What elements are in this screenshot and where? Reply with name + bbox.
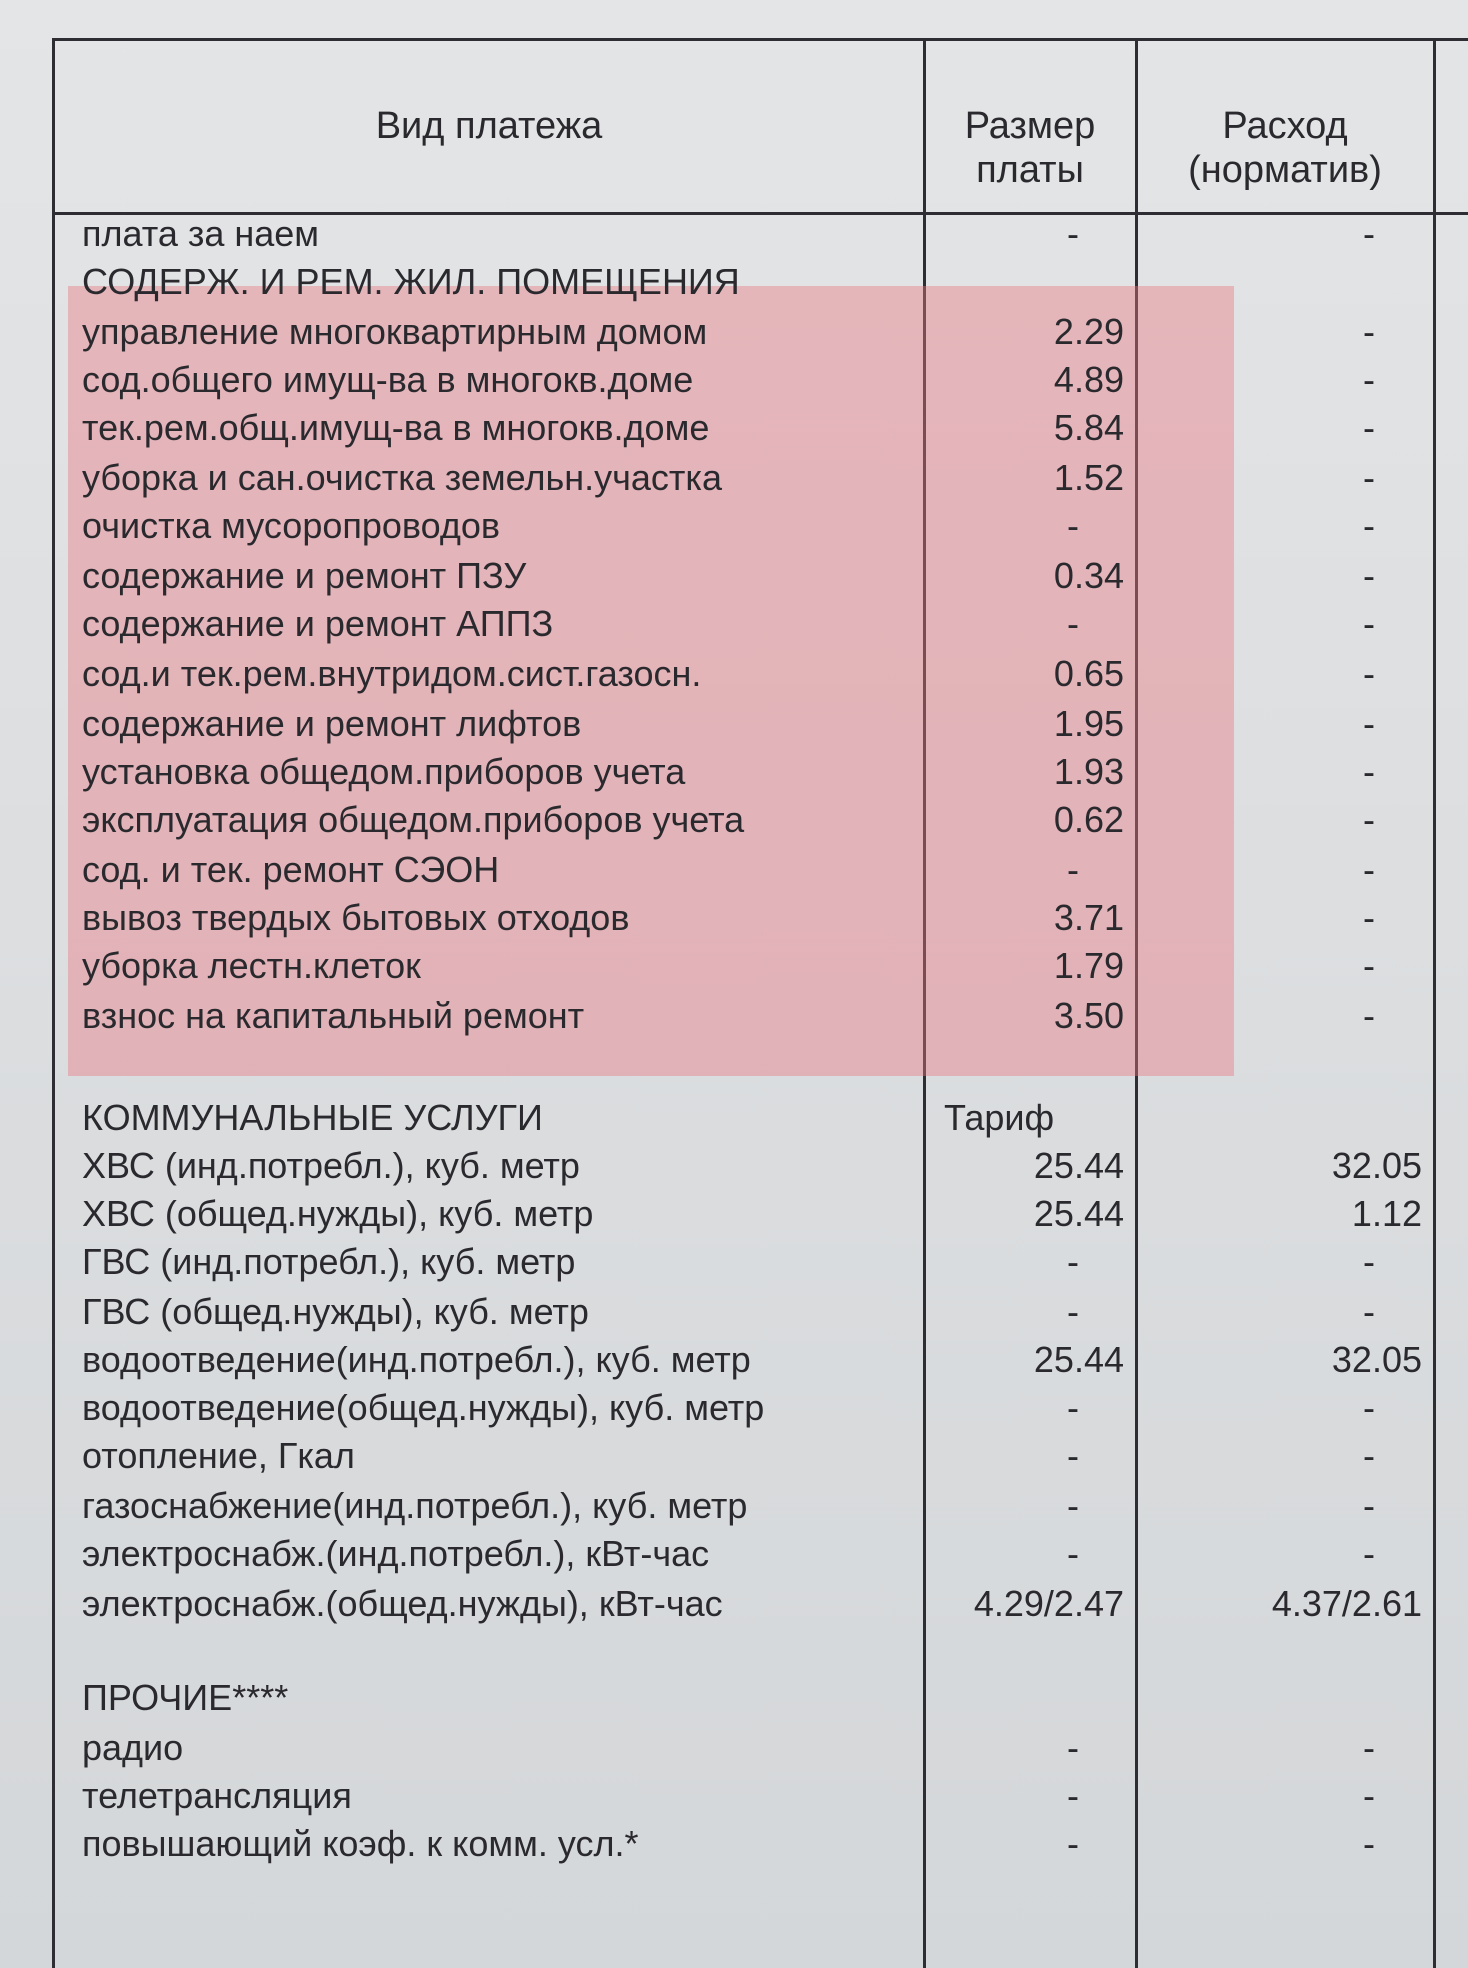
table-row xyxy=(0,650,1468,698)
consumption-cell: 32.05 xyxy=(1331,1145,1422,1186)
table-row xyxy=(0,356,1468,404)
consumption-cell: - xyxy=(1363,1823,1375,1864)
table-row xyxy=(0,210,1468,258)
column-header-payment-type: Вид платежа xyxy=(375,105,603,147)
table-row xyxy=(0,1336,1468,1384)
consumption-cell: - xyxy=(1363,1727,1375,1768)
table-row xyxy=(0,1674,1468,1722)
row-label: ГВС (общед.нужды), куб. метр xyxy=(82,1291,589,1332)
amount-cell: 25.44 xyxy=(1033,1193,1124,1234)
amount-cell: 3.71 xyxy=(1053,897,1124,938)
consumption-cell: - xyxy=(1363,995,1375,1036)
table-row xyxy=(0,1580,1468,1628)
row-label: очистка мусоропроводов xyxy=(82,505,501,546)
row-label: ГВС (инд.потребл.), куб. метр xyxy=(82,1241,576,1282)
table-row xyxy=(0,1530,1468,1578)
table-row xyxy=(0,992,1468,1040)
amount-cell: - xyxy=(1067,1435,1079,1476)
table-row xyxy=(0,894,1468,942)
consumption-cell: - xyxy=(1363,1435,1375,1476)
consumption-cell: - xyxy=(1363,603,1375,644)
row-label: водоотведение(инд.потребл.), куб. метр xyxy=(82,1339,751,1380)
consumption-cell: - xyxy=(1363,1485,1375,1526)
table-row xyxy=(0,1288,1468,1336)
amount-cell: 25.44 xyxy=(1033,1339,1124,1380)
amount-cell: 4.29/2.47 xyxy=(973,1583,1124,1624)
row-label: ХВС (общед.нужды), куб. метр xyxy=(82,1193,594,1234)
row-label: ХВС (инд.потребл.), куб. метр xyxy=(82,1145,580,1186)
bill-sheet: Вид платежа Размер платы Расход (норматив) плата за наем - - СОДЕРЖ. И РЕМ. ЖИЛ. ПОМЕЩЕНИЯ управление многоквартирным домом 2.29 - сод.общего имущ-ва в многокв.доме 4.89 - тек.рем.общ.имущ-ва в многокв.доме 5.84 - уборка и сан.очистка земельн.участка 1.52 - очистка мусоропроводов - - содержание и ремонт ПЗУ 0.34 - содержание и ремонт АППЗ - - сод.и тек.рем.внутридом.сист.газосн. 0.65 - содержание и ремонт лифтов 1.95 - установка общедом.приборов учета 1.93 - эксплуатация общедом.приборов учета 0.62 - сод. и тек. ремонт СЭОН - - вывоз твердых бытовых отходов 3.71 - уборка лестн.клеток 1.79 - взнос на капитальный ремонт 3.50 - КОММУНАЛЬНЫЕ УСЛУГИ Тариф ХВС (инд.потребл.), куб. метр 25.44 32.05 ХВС (общед.нужды), куб. метр 25.44 1.12 ГВС (инд.потребл.), куб. метр - - ГВС (общед.нужды), куб. метр - - водоотведение(инд.потребл.), куб. метр 25.44 32.05 водоотведение(общед.нужды), куб. метр - - отопление, Гкал - - газоснабжение(инд.потребл.), куб. метр - - электроснабж.(инд.потребл.), кВт-час - - электроснабж.(общед.нужды), кВт-час 4.29/2.47 4.37/2.61 ПРОЧИЕ**** радио - - телетрансляция - - повышающий коэф. к комм. усл.* - - xyxy=(0,0,1468,1968)
consumption-cell: - xyxy=(1363,457,1375,498)
row-label: сод.и тек.рем.внутридом.сист.газосн. xyxy=(82,653,702,694)
row-label: водоотведение(общед.нужды), куб. метр xyxy=(82,1387,765,1428)
consumption-cell: - xyxy=(1363,555,1375,596)
amount-cell: 2.29 xyxy=(1053,311,1124,352)
table-row xyxy=(0,258,1468,306)
amount-cell: - xyxy=(1067,1775,1079,1816)
row-label: взнос на капитальный ремонт xyxy=(82,995,585,1036)
tariff-label: Тариф xyxy=(944,1097,1055,1138)
consumption-cell: - xyxy=(1363,799,1375,840)
amount-cell: - xyxy=(1067,1387,1079,1428)
row-label: СОДЕРЖ. И РЕМ. ЖИЛ. ПОМЕЩЕНИЯ xyxy=(82,261,740,302)
amount-cell: 0.62 xyxy=(1053,799,1124,840)
table-row xyxy=(0,748,1468,796)
consumption-cell: - xyxy=(1363,1775,1375,1816)
table-row xyxy=(0,1384,1468,1432)
row-label: эксплуатация общедом.приборов учета xyxy=(82,799,745,840)
row-label: установка общедом.приборов учета xyxy=(82,751,686,792)
table-row xyxy=(0,404,1468,452)
consumption-cell: 1.12 xyxy=(1351,1193,1422,1234)
consumption-cell: - xyxy=(1363,653,1375,694)
consumption-cell: - xyxy=(1363,213,1375,254)
table-row xyxy=(0,1724,1468,1772)
consumption-cell: - xyxy=(1363,849,1375,890)
consumption-cell: 4.37/2.61 xyxy=(1271,1583,1422,1624)
amount-cell: 0.65 xyxy=(1053,653,1124,694)
table-row xyxy=(0,552,1468,600)
table-row xyxy=(0,1190,1468,1238)
consumption-cell: - xyxy=(1363,945,1375,986)
amount-cell: - xyxy=(1067,1241,1079,1282)
row-label: управление многоквартирным домом xyxy=(82,311,708,352)
consumption-cell: 32.05 xyxy=(1331,1339,1422,1380)
table-row xyxy=(0,454,1468,502)
amount-cell: - xyxy=(1067,603,1079,644)
row-label: тек.рем.общ.имущ-ва в многокв.доме xyxy=(82,407,710,448)
row-label: повышающий коэф. к комм. усл.* xyxy=(82,1823,639,1864)
consumption-cell: - xyxy=(1363,359,1375,400)
row-label: вывоз твердых бытовых отходов xyxy=(82,897,630,938)
table-row xyxy=(0,600,1468,648)
row-label: ПРОЧИЕ**** xyxy=(82,1677,289,1718)
consumption-cell: - xyxy=(1363,897,1375,938)
table-row xyxy=(0,1820,1468,1868)
amount-cell: 0.34 xyxy=(1053,555,1124,596)
amount-cell: - xyxy=(1067,505,1079,546)
amount-cell: 1.79 xyxy=(1053,945,1124,986)
row-label: газоснабжение(инд.потребл.), куб. метр xyxy=(82,1485,748,1526)
amount-cell: - xyxy=(1067,1533,1079,1574)
consumption-cell: - xyxy=(1363,703,1375,744)
amount-cell: 1.52 xyxy=(1053,457,1124,498)
table-row xyxy=(0,1482,1468,1530)
table-row xyxy=(0,1142,1468,1190)
amount-cell: 3.50 xyxy=(1053,995,1124,1036)
amount-cell: - xyxy=(1067,1485,1079,1526)
consumption-cell: - xyxy=(1363,1241,1375,1282)
amount-cell: - xyxy=(1067,1823,1079,1864)
row-label: КОММУНАЛЬНЫЕ УСЛУГИ xyxy=(82,1097,543,1138)
consumption-cell: - xyxy=(1363,1533,1375,1574)
row-label: сод. и тек. ремонт СЭОН xyxy=(82,849,500,890)
consumption-cell: - xyxy=(1363,407,1375,448)
amount-cell: 4.89 xyxy=(1053,359,1124,400)
amount-cell: - xyxy=(1067,849,1079,890)
table-row xyxy=(0,1094,1468,1142)
table-row xyxy=(0,1238,1468,1286)
amount-cell: - xyxy=(1067,1727,1079,1768)
row-label: телетрансляция xyxy=(82,1775,352,1816)
table-row xyxy=(0,942,1468,990)
consumption-cell: - xyxy=(1363,1387,1375,1428)
consumption-cell: - xyxy=(1363,751,1375,792)
table-row xyxy=(0,502,1468,550)
amount-cell: 1.95 xyxy=(1053,703,1124,744)
amount-cell: 25.44 xyxy=(1033,1145,1124,1186)
row-label: отопление, Гкал xyxy=(82,1435,355,1476)
table-row xyxy=(0,846,1468,894)
table-top-border xyxy=(52,38,1468,41)
row-label: уборка лестн.клеток xyxy=(82,945,421,986)
consumption-cell: - xyxy=(1363,1291,1375,1332)
amount-cell: - xyxy=(1067,1291,1079,1332)
row-label: содержание и ремонт АППЗ xyxy=(82,603,554,644)
row-label: содержание и ремонт лифтов xyxy=(82,703,582,744)
consumption-cell: - xyxy=(1363,311,1375,352)
row-label: уборка и сан.очистка земельн.участка xyxy=(82,457,722,498)
table-row xyxy=(0,308,1468,356)
row-label: содержание и ремонт ПЗУ xyxy=(82,555,527,596)
table-row xyxy=(0,700,1468,748)
amount-cell: 1.93 xyxy=(1053,751,1124,792)
consumption-cell: - xyxy=(1363,505,1375,546)
amount-cell: 5.84 xyxy=(1053,407,1124,448)
row-label: электроснабж.(общед.нужды), кВт-час xyxy=(82,1583,723,1624)
table-row xyxy=(0,796,1468,844)
row-label: плата за наем xyxy=(82,213,320,254)
row-label: электроснабж.(инд.потребл.), кВт-час xyxy=(82,1533,710,1574)
row-label: радио xyxy=(82,1727,184,1768)
amount-cell: - xyxy=(1067,213,1079,254)
row-label: сод.общего имущ-ва в многокв.доме xyxy=(82,359,694,400)
table-row xyxy=(0,1432,1468,1480)
table-row xyxy=(0,1772,1468,1820)
